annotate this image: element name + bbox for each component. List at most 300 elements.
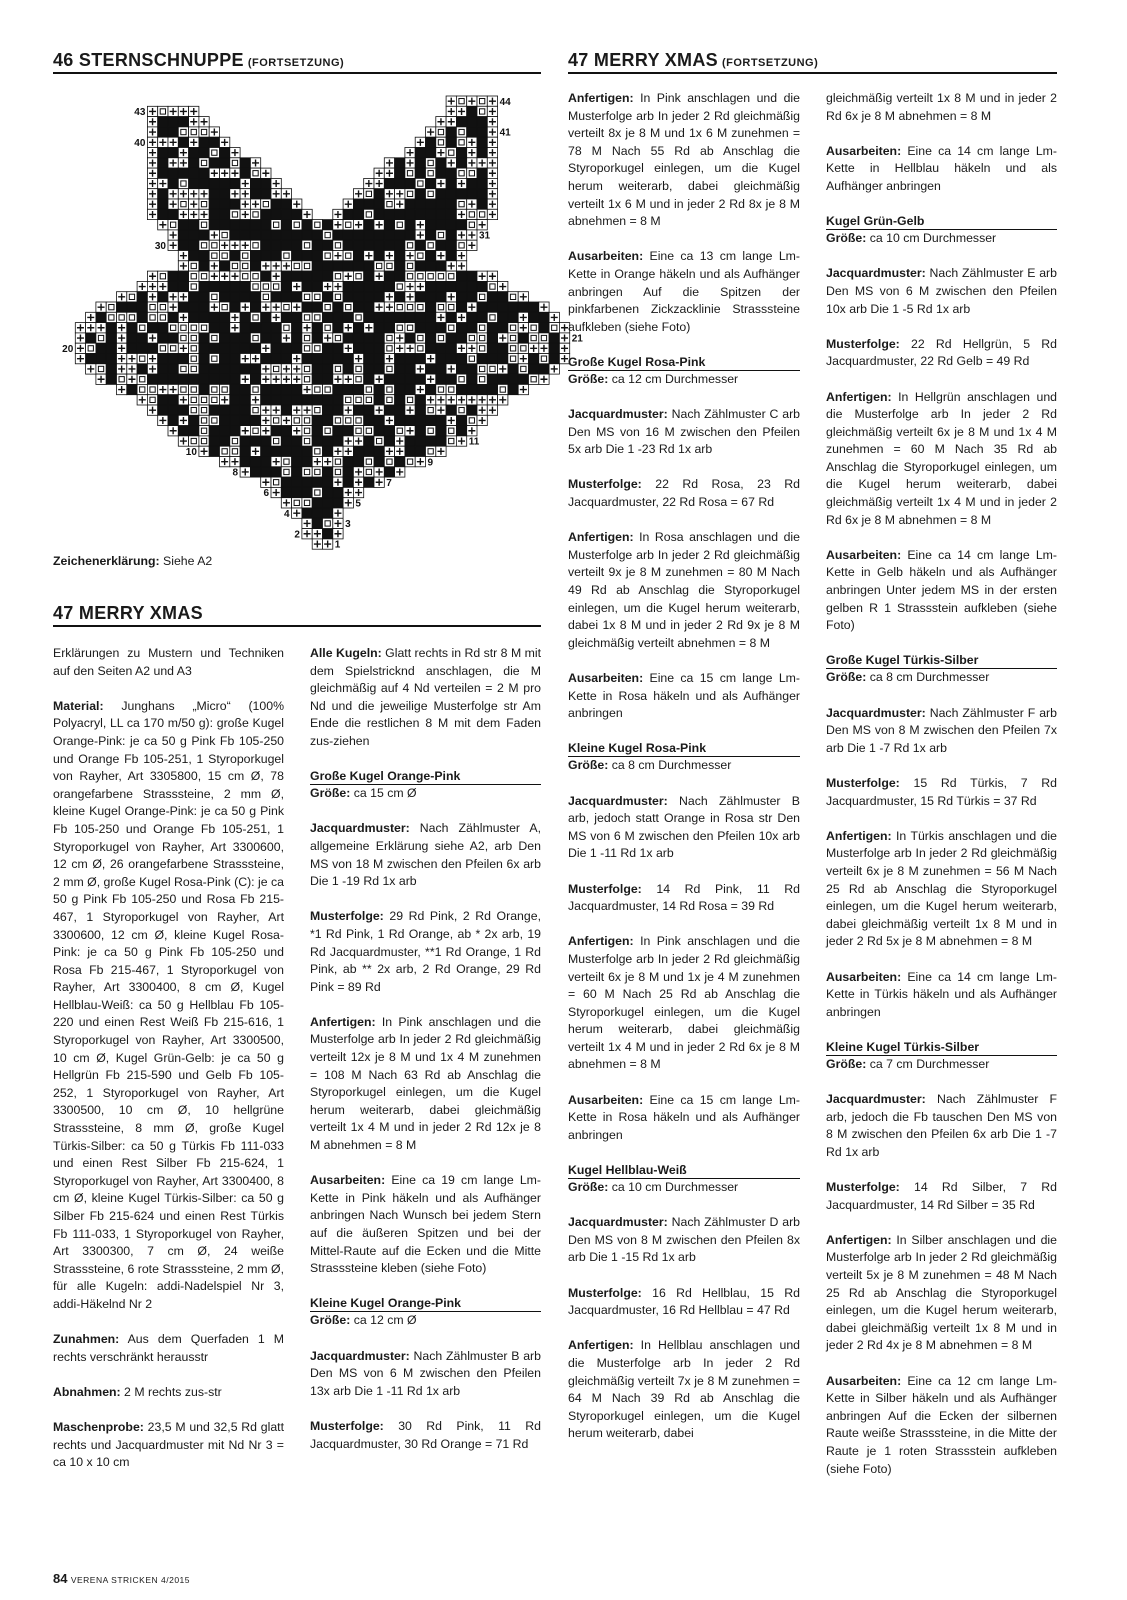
gkop-anfertigen xyxy=(310,1014,541,1155)
chart-cell xyxy=(137,343,147,353)
chart-cell xyxy=(446,312,456,322)
chart-cell xyxy=(353,323,363,333)
chart-cell xyxy=(168,415,178,425)
chart-cell xyxy=(230,251,240,261)
chart-cell xyxy=(415,148,425,158)
chart-cell xyxy=(333,333,343,343)
chart-cell xyxy=(292,271,302,281)
chart-cell xyxy=(508,323,518,333)
chart-cell xyxy=(353,426,363,436)
chart-cell xyxy=(323,292,333,302)
chart-cell xyxy=(261,292,271,302)
chart-cell xyxy=(405,446,415,456)
chart-cell xyxy=(333,405,343,415)
chart-cell xyxy=(456,148,466,158)
chart-cell xyxy=(333,467,343,477)
chart-cell xyxy=(281,271,291,281)
chart-cell xyxy=(86,343,96,353)
chart-cell xyxy=(158,168,168,178)
chart-cell xyxy=(281,199,291,209)
gkop-groesse-label: Größe: xyxy=(310,786,351,801)
chart-cell xyxy=(323,251,333,261)
krp-jac-text: Nach Zählmuster B arb, jedoch statt Orange in Rosa str Den MS von 6 M zwischen den Pfeilen 10x arb Die 1 -11 Rd 1x arb xyxy=(568,793,800,861)
chart-cell xyxy=(168,117,178,127)
chart-cell xyxy=(426,230,436,240)
kkop-groesse xyxy=(310,1312,541,1330)
chart-cell xyxy=(364,467,374,477)
chart-cell xyxy=(323,384,333,394)
krp-jac-label: Jacquardmuster: xyxy=(568,793,668,808)
chart-cell xyxy=(189,240,199,250)
chart-cell xyxy=(178,302,188,312)
chart-cell xyxy=(281,436,291,446)
chart-cell xyxy=(549,333,559,343)
kkop-mf-label: Musterfolge: xyxy=(310,1418,384,1433)
chart-cell xyxy=(487,312,497,322)
chart-cell xyxy=(230,220,240,230)
chart-row-label: 41 xyxy=(499,127,511,139)
chart-cell xyxy=(292,487,302,497)
chart-cell xyxy=(199,333,209,343)
section-47-cont-heading xyxy=(568,50,1057,74)
chart-cell xyxy=(312,508,322,518)
chart-cell xyxy=(508,302,518,312)
chart-cell xyxy=(96,333,106,343)
chart-cell xyxy=(240,333,250,343)
chart-cell xyxy=(312,333,322,343)
kts-aus-text: Eine ca 12 cm lange Lm-Kette in Silber häkeln und als Aufhänger anbringen Auf die Ecken der silbernen Raute weiße Strasssteine, in die Mitte der Raute je 1 roten Strassstein aufkleben (siehe Foto) xyxy=(826,1373,1057,1476)
gkop-mf-text: 29 Rd Pink, 2 Rd Orange, *1 Rd Pink, 1 Rd Orange, ab * 2x arb, 19 Rd Jacquardmuster, **1 Rd Orange, 1 Rd Pink, ab ** 2x arb, 2 Rd Orange, 29 Rd Pink = 89 Rd xyxy=(310,909,541,994)
chart-cell xyxy=(281,230,291,240)
chart-cell xyxy=(261,467,271,477)
chart-cell xyxy=(353,281,363,291)
chart-cell xyxy=(456,189,466,199)
kkop-groesse-label: Größe: xyxy=(310,1313,351,1328)
chart-cell xyxy=(395,158,405,168)
chart-cell xyxy=(498,312,508,322)
kts-jac-label: Jacquardmuster: xyxy=(826,1092,926,1107)
chart-cell xyxy=(199,343,209,353)
chart-cell xyxy=(292,477,302,487)
chart-cell xyxy=(477,199,487,209)
chart-cell xyxy=(240,446,250,456)
chart-cell xyxy=(436,230,446,240)
chart-cell xyxy=(158,343,168,353)
chart-cell xyxy=(127,312,137,322)
chart-cell xyxy=(323,487,333,497)
chart-cell xyxy=(333,457,343,467)
chart-cell xyxy=(529,312,539,322)
chart-cell xyxy=(220,261,230,271)
chart-cell xyxy=(199,415,209,425)
chart-cell xyxy=(230,302,240,312)
chart-cell xyxy=(518,374,528,384)
chart-cell xyxy=(374,281,384,291)
gg-jac-text: Nach Zählmuster E arb Den MS von 6 M zwischen den Pfeilen 10x arb Die 1 -5 Rd 1x arb xyxy=(826,266,1057,316)
chart-cell xyxy=(487,374,497,384)
chart-cell xyxy=(436,343,446,353)
chart-cell xyxy=(477,364,487,374)
chart-cell xyxy=(539,364,549,374)
chart-cell xyxy=(539,323,549,333)
chart-cell xyxy=(415,405,425,415)
chart-cell xyxy=(302,302,312,312)
chart-cell xyxy=(477,209,487,219)
chart-cell xyxy=(415,189,425,199)
material-paragraph xyxy=(53,698,284,1314)
hw-mf-text: 16 Rd Hellblau, 15 Rd Jacquardmuster, 16 Rd Hellblau = 47 Rd xyxy=(568,1285,800,1318)
chart-cell xyxy=(271,467,281,477)
chart-cell xyxy=(446,436,456,446)
section-46-heading xyxy=(53,50,541,74)
chart-cell xyxy=(436,374,446,384)
chart-cell xyxy=(178,240,188,250)
chart-cell xyxy=(209,312,219,322)
chart-cell xyxy=(281,343,291,353)
grp-aus-text: Eine ca 15 cm lange Lm-Kette in Rosa häkeln und als Aufhänger anbringen xyxy=(568,671,800,721)
chart-cell xyxy=(323,518,333,528)
chart-cell xyxy=(487,364,497,374)
chart-cell xyxy=(549,323,559,333)
chart-cell xyxy=(220,343,230,353)
section-47-cont-suffix: (FORTSETZUNG) xyxy=(721,57,819,69)
chart-cell xyxy=(487,292,497,302)
chart-cell xyxy=(384,209,394,219)
chart-cell xyxy=(302,374,312,384)
chart-cell xyxy=(446,374,456,384)
chart-cell xyxy=(271,333,281,343)
chart-cell xyxy=(456,354,466,364)
chart-cell xyxy=(261,312,271,322)
chart-cell xyxy=(178,426,188,436)
gkop-anf-label: Anfertigen: xyxy=(310,1014,376,1029)
chart-cell xyxy=(199,230,209,240)
kkop-musterfolge xyxy=(310,1418,541,1453)
chart-cell xyxy=(426,158,436,168)
chart-cell xyxy=(333,312,343,322)
a-aus-text: Eine ca 13 cm lange Lm-Kette in Orange häkeln und als Aufhänger anbringen Auf die Spitzen der pinkfarbenen Zickzacklinie Strasssteine aufkleben (siehe Foto) xyxy=(568,249,800,334)
subhead-kleine-kugel-rosa-pink: Kleine Kugel Rosa-Pink xyxy=(568,740,800,757)
chart-cell xyxy=(467,178,477,188)
chart-cell xyxy=(240,415,250,425)
chart-cell xyxy=(86,333,96,343)
b-ausarbeiten xyxy=(826,143,1057,196)
gts-jac-label: Jacquardmuster: xyxy=(826,705,926,720)
maschenprobe-label: Maschenprobe: xyxy=(53,1420,144,1435)
chart-cell xyxy=(199,384,209,394)
chart-cell xyxy=(158,158,168,168)
chart-cell xyxy=(374,199,384,209)
chart-cell xyxy=(137,364,147,374)
chart-cell xyxy=(189,251,199,261)
chart-cell xyxy=(189,312,199,322)
chart-cell xyxy=(353,312,363,322)
chart-cell xyxy=(343,261,353,271)
chart-cell xyxy=(415,178,425,188)
chart-row-label: 40 xyxy=(134,138,146,149)
chart-cell xyxy=(220,292,230,302)
chart-cell xyxy=(271,384,281,394)
grp-groesse xyxy=(568,371,800,389)
krp-anfertigen xyxy=(568,933,800,1074)
chart-cell xyxy=(395,395,405,405)
gg-jacquard xyxy=(826,265,1057,318)
chart-cell xyxy=(137,384,147,394)
chart-cell xyxy=(426,436,436,446)
chart-cell xyxy=(333,240,343,250)
chart-cell xyxy=(250,271,260,281)
chart-cell xyxy=(199,374,209,384)
chart-cell xyxy=(374,446,384,456)
chart-cell xyxy=(158,292,168,302)
chart-cell xyxy=(209,446,219,456)
chart-cell xyxy=(261,281,271,291)
chart-cell xyxy=(312,395,322,405)
chart-cell xyxy=(323,261,333,271)
chart-cell xyxy=(281,446,291,456)
chart-cell xyxy=(199,271,209,281)
gkop-ausarbeiten xyxy=(310,1172,541,1278)
chart-cell xyxy=(281,354,291,364)
chart-cell xyxy=(508,364,518,374)
chart-cell xyxy=(364,415,374,425)
chart-cell xyxy=(189,395,199,405)
chart-cell xyxy=(209,415,219,425)
chart-cell xyxy=(220,178,230,188)
chart-cell xyxy=(137,333,147,343)
chart-cell xyxy=(250,230,260,240)
chart-cell xyxy=(374,426,384,436)
chart-cell xyxy=(271,446,281,456)
chart-cell xyxy=(364,333,374,343)
chart-cell xyxy=(343,395,353,405)
alle-kugeln-paragraph xyxy=(310,645,541,751)
gg-aus-text: Eine ca 14 cm lange Lm-Kette in Gelb häkeln und als Aufhänger anbringen Unter jedem MS in der ersten gelben R 1 Strassstein aufkleben (siehe Foto) xyxy=(826,547,1057,633)
chart-cell xyxy=(96,354,106,364)
chart-cell xyxy=(436,240,446,250)
chart-cell xyxy=(220,148,230,158)
chart-cell xyxy=(487,384,497,394)
chart-cell xyxy=(96,364,106,374)
chart-cell xyxy=(199,137,209,147)
chart-cell xyxy=(230,395,240,405)
chart-cell xyxy=(467,106,477,116)
chart-cell xyxy=(467,127,477,137)
chart-cell xyxy=(158,374,168,384)
chart-cell xyxy=(240,457,250,467)
chart-cell xyxy=(426,302,436,312)
chart-cell xyxy=(302,436,312,446)
chart-cell xyxy=(189,281,199,291)
chart-cell xyxy=(374,312,384,322)
chart-cell xyxy=(456,127,466,137)
chart-cell xyxy=(209,323,219,333)
chart-cell xyxy=(312,354,322,364)
chart-cell xyxy=(395,281,405,291)
chart-cell xyxy=(312,261,322,271)
grp-aus-label: Ausarbeiten: xyxy=(568,671,644,685)
chart-cell xyxy=(415,323,425,333)
chart-cell xyxy=(199,127,209,137)
gkop-jacquard xyxy=(310,820,541,890)
gkop-jac-label: Jacquardmuster: xyxy=(310,821,410,836)
chart-cell xyxy=(230,426,240,436)
chart-cell xyxy=(477,374,487,384)
chart-cell xyxy=(189,302,199,312)
chart-cell xyxy=(374,261,384,271)
chart-cell xyxy=(106,343,116,353)
magazine-name: VERENA STRICKEN 4/2015 xyxy=(70,1575,190,1585)
chart-cell xyxy=(323,498,333,508)
chart-cell xyxy=(395,251,405,261)
chart-cell xyxy=(364,312,374,322)
chart-cell xyxy=(333,487,343,497)
chart-cell xyxy=(250,251,260,261)
chart-cell xyxy=(178,364,188,374)
chart-cell xyxy=(353,271,363,281)
chart-cell xyxy=(436,127,446,137)
chart-cell xyxy=(96,343,106,353)
chart-cell xyxy=(353,302,363,312)
chart-row-label: 10 xyxy=(185,447,197,458)
chart-cell xyxy=(456,302,466,312)
chart-cell xyxy=(529,333,539,343)
chart-cell xyxy=(323,467,333,477)
chart-cell xyxy=(446,354,456,364)
chart-cell xyxy=(312,405,322,415)
chart-cell xyxy=(189,333,199,343)
chart-cell xyxy=(250,415,260,425)
chart-cell xyxy=(374,384,384,394)
chart-row-label: 11 xyxy=(468,436,480,448)
chart-cell xyxy=(220,251,230,261)
b-continued: gleichmäßig verteilt 1x 8 M und in jeder 2 Rd 6x je 8 M abnehmen = 8 M xyxy=(826,91,1057,123)
chart-cell xyxy=(292,457,302,467)
chart-cell xyxy=(189,158,199,168)
chart-cell xyxy=(415,158,425,168)
chart-cell xyxy=(209,405,219,415)
chart-cell xyxy=(415,343,425,353)
chart-cell xyxy=(271,343,281,353)
hw-groesse-label: Größe: xyxy=(568,1180,609,1195)
chart-cell xyxy=(426,261,436,271)
chart-cell xyxy=(281,323,291,333)
chart-cell xyxy=(168,333,178,343)
chart-cell xyxy=(415,446,425,456)
chart-cell xyxy=(477,292,487,302)
chart-cell xyxy=(292,343,302,353)
kts-jacquard xyxy=(826,1091,1057,1161)
chart-cell xyxy=(529,364,539,374)
chart-cell xyxy=(209,220,219,230)
chart-cell xyxy=(467,220,477,230)
chart-cell xyxy=(168,168,178,178)
chart-cell xyxy=(477,189,487,199)
krp-ausarbeiten xyxy=(568,1092,800,1145)
chart-cell xyxy=(477,168,487,178)
abnahmen-paragraph xyxy=(53,1384,284,1402)
chart-cell xyxy=(302,251,312,261)
chart-cell xyxy=(343,333,353,343)
chart-cell xyxy=(384,240,394,250)
chart-cell xyxy=(467,312,477,322)
chart-cell xyxy=(250,333,260,343)
chart-cell xyxy=(487,302,497,312)
chart-cell xyxy=(395,292,405,302)
chart-cell xyxy=(220,302,230,312)
chart-cell xyxy=(230,384,240,394)
abnahmen-label: Abnahmen: xyxy=(53,1384,121,1399)
chart-cell xyxy=(261,251,271,261)
chart-cell xyxy=(312,477,322,487)
chart-cell xyxy=(271,364,281,374)
chart-cell xyxy=(426,364,436,374)
chart-cell xyxy=(240,395,250,405)
chart-cell xyxy=(323,374,333,384)
chart-cell xyxy=(199,292,209,302)
a-anfertigen xyxy=(568,90,800,231)
chart-cell xyxy=(240,261,250,271)
chart-cell xyxy=(456,271,466,281)
chart-cell xyxy=(436,302,446,312)
chart-cell xyxy=(436,436,446,446)
chart-cell xyxy=(230,333,240,343)
chart-cell xyxy=(436,199,446,209)
chart-cell xyxy=(178,405,188,415)
chart-cell xyxy=(487,333,497,343)
chart-cell xyxy=(426,415,436,425)
chart-cell xyxy=(384,426,394,436)
chart-cell xyxy=(446,209,456,219)
chart-cell xyxy=(498,323,508,333)
chart-cell xyxy=(415,395,425,405)
chart-cell xyxy=(477,281,487,291)
krp-anf-text: In Pink anschlagen und die Musterfolge arb In jeder 2 Rd gleichmäßig verteilt 6x je 8 M und 1x je 4 M zunehmen = 60 M Nach 25 Rd ab Anschlag die Styroporkugel einlegen, um die Kugel herum weiterarb, dabei gleichmäßig verteilt 1x 4 M und in jeder 2 Rd 6x je 8 M abnehmen = 8 M xyxy=(568,934,800,1072)
chart-cell xyxy=(456,333,466,343)
chart-cell xyxy=(137,323,147,333)
chart-cell xyxy=(353,333,363,343)
chart-cell xyxy=(405,168,415,178)
chart-cell xyxy=(395,405,405,415)
chart-cell xyxy=(312,292,322,302)
chart-cell xyxy=(209,374,219,384)
chart-cell xyxy=(405,199,415,209)
chart-row-label: 8 xyxy=(232,467,239,479)
gts-anfertigen xyxy=(826,828,1057,951)
chart-cell xyxy=(343,312,353,322)
chart-cell xyxy=(374,209,384,219)
chart-cell xyxy=(220,384,230,394)
chart-cell xyxy=(261,333,271,343)
chart-cell xyxy=(96,312,106,322)
chart-cell xyxy=(106,374,116,384)
chart-cell xyxy=(199,323,209,333)
chart-cell xyxy=(127,302,137,312)
chart-cell xyxy=(292,209,302,219)
chart-cell xyxy=(426,220,436,230)
chart-grid xyxy=(75,96,569,549)
chart-cell xyxy=(446,189,456,199)
chart-cell xyxy=(250,302,260,312)
gg-groesse-value: ca 10 cm Durchmesser xyxy=(866,231,997,246)
chart-cell xyxy=(405,189,415,199)
chart-cell xyxy=(436,281,446,291)
chart-cell xyxy=(240,158,250,168)
alle-kugeln-text: Glatt rechts in Rd str 8 M mit dem Spielstricknd anschlagen, die M gleichmäßig auf 4 Nd verteilen = 2 M pro Nd und die jeweilige Musterfolge str Am Ende die restlichen 8 M mit dem Faden zus-ziehen xyxy=(310,646,542,748)
chart-cell xyxy=(178,333,188,343)
chart-cell xyxy=(271,281,281,291)
kts-groesse-value: ca 7 cm Durchmesser xyxy=(866,1056,990,1071)
